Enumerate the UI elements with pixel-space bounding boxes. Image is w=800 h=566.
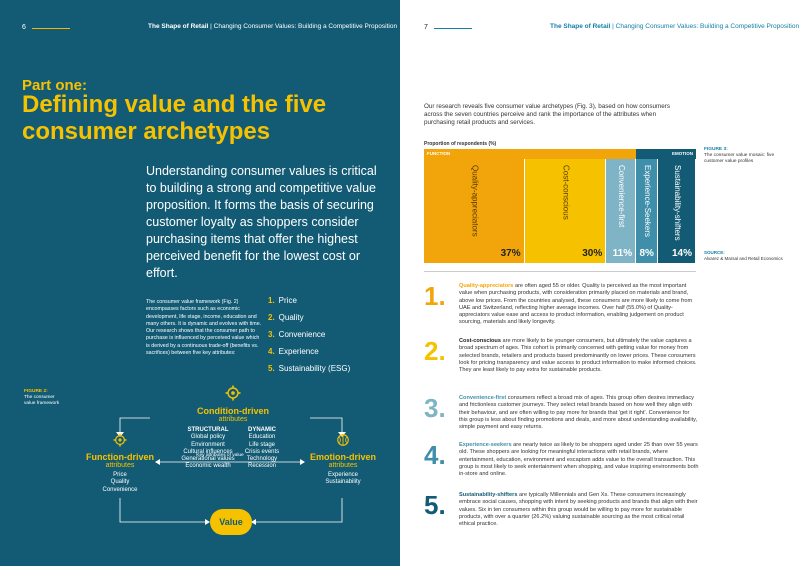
emotion-subtitle: attributes (328, 462, 358, 469)
archetype-number: 5. (424, 490, 446, 520)
chart-title: Proportion of respondents (%) (424, 141, 497, 147)
chart-bar-label: Quality-appreciators (470, 165, 480, 237)
list-item: Price (113, 472, 127, 478)
part-label: Part one: (22, 77, 88, 94)
list-item: Generational values (181, 456, 235, 463)
chart-bar-cost-conscious (525, 159, 607, 263)
divider (424, 271, 696, 272)
chart-bar-label: Sustainability-shifters (672, 165, 682, 241)
intro-paragraph: Our research reveals five consumer value archetypes (Fig. 3), based on how consumers across the seven countries perceive and rank the importance of the attributes when purchasing retail products and services. (424, 103, 671, 127)
header-rest: | Changing Consumer Values: Building a Competitive Proposition (208, 23, 398, 30)
dynamic-header: DYNAMIC (248, 427, 276, 433)
list-item: 2. Quality (268, 313, 304, 322)
chart-data-label: 14% (671, 248, 692, 259)
condition-subtitle: attributes (218, 416, 248, 423)
list-item: Education (248, 434, 276, 441)
running-header (550, 23, 799, 30)
header-rule (434, 28, 472, 29)
framework-paragraph: The consumer value framework (Fig. 2) encompasses factors such as economic development, life stage, income, education and many others. It is dynamic and evolves with time. Our research shows that the consumer path to purchase is influenced by perceived value which is derived by a continuous trade-off (benefits vs. sacrifices) between five key attributes: (146, 299, 262, 357)
chart-bar-convenience-first (606, 159, 636, 263)
source-note (704, 250, 796, 261)
archetype-name: Cost-conscious (459, 338, 501, 344)
header-bold: The Shape of Retail (550, 23, 611, 30)
chart-bar-quality-appreciators (424, 159, 525, 263)
chart-data-label: 37% (500, 248, 521, 259)
list-item: Economic wealth (185, 463, 231, 470)
archetype-description: are more likely to be younger consumers, but ultimately the value captures a broad spectrum of ages. This cohort is primarily concerned with getting value for money from selected brands, retailers and products based predominantly on lower prices. These consumers look for pricing transparency and value access to product information to make informed choices. They are least likely to pay extra for sustainable products. (459, 338, 697, 374)
figure-label: FIGURE 3: (704, 147, 728, 152)
chart-band-emotion: EMOTION (636, 149, 696, 159)
archetype-number: 3. (424, 393, 446, 423)
figure-caption (704, 147, 794, 164)
list-item: Experience (327, 472, 359, 478)
archetype-description: are often aged 55 or older. Quality is perceived as the most important value when purchasing products, with consideration primarily placed on materials and brand, above low prices. From the countries analysed, these consumers are more likely to come from UAE and Switzerland, reflecting higher average incomes. Over half (55.0%) of Quality-appreciators value ease and access to product information, enabling judgement on product sourcing, materials and likely longevity. (459, 283, 693, 326)
structural-column (180, 427, 236, 471)
list-item: Global policy (190, 434, 226, 441)
list-item: 4. Experience (268, 347, 319, 356)
archetype-name: Sustainability-shifters (459, 492, 518, 498)
archetype-name: Convenience-first (459, 395, 507, 401)
list-item: Cultural influences (183, 448, 233, 455)
archetype-number: 1. (424, 281, 446, 311)
chart-data-label: 8% (639, 248, 654, 259)
archetype-description: are typically Millennials and Gen Xs. These consumers increasingly embrace social causes, shopping with intent by seeking products and brands that align with their values. Six in ten consumers within this group would be willing to pay more for sustainable products, with over a quarter (26.2%) valuing sustainable sourcing as the most critical retail ethical practice. (459, 492, 698, 528)
list-item: 5. Sustainability (ESG) (268, 364, 351, 373)
archetype-description: consumers reflect a broad mix of ages. This group often desires immediacy and frictionless customer journeys. They select retail brands based on how well they align with their behaviour, and are often willing to pay more for brands that 'get it right'. Convenience for this group is less about finding promotions and deals, and more about understanding availability, simple payment and easy returns. (459, 395, 698, 431)
list-item: Quality (110, 479, 130, 486)
chart-bar-experience-seekers (636, 159, 658, 263)
emotion-title: Emotion-driven (309, 452, 376, 462)
list-item: Environment (191, 441, 225, 448)
consumer-value-mosaic-chart (424, 149, 696, 263)
archetype-name: Quality-appreciators (459, 283, 514, 289)
archetype-number: 2. (424, 336, 446, 366)
page-title: Defining value and the five consumer archetypes (22, 91, 327, 145)
header-bold: The Shape of Retail (148, 23, 209, 30)
emotion-driven-block (300, 433, 386, 487)
chart-data-label: 30% (582, 248, 603, 259)
value-badge: Value (210, 509, 252, 535)
condition-title: Condition-driven (197, 406, 269, 416)
list-item: Life stage (248, 441, 276, 448)
chart-bar-label: Convenience-first (617, 165, 627, 228)
condition-driven-block (188, 385, 278, 423)
chart-bar-label: Experience-Seekers (643, 165, 653, 238)
header-rest: | Changing Consumer Values: Building a Competitive Proposition (610, 23, 800, 30)
archetype-name: Experience-seekers (459, 442, 512, 448)
key-attributes-label: Key attributes of value (196, 453, 244, 458)
list-item: Crisis events (244, 448, 280, 455)
source-label: SOURCE: (704, 250, 725, 255)
intro-paragraph: Understanding consumer values is critical to building a strong and competitive value proposition. It forms the basis of securing customer loyalty as shoppers consider purchasing items that offer the highest perceived benefit for the lowest cost or effort. (146, 164, 377, 280)
structural-header: STRUCTURAL (187, 427, 229, 433)
right-page (400, 0, 800, 566)
function-title: Function-driven (86, 452, 154, 462)
chart-bar-sustainability-shifters (658, 159, 696, 263)
source-text: Alvarez & Marsal and Retail Economics (704, 255, 783, 261)
archetype-description: are nearly twice as likely to be shoppers aged under 25 than over 55 years old. These shoppers are looking for meaningful interactions with retail brands, where entertainment, education, environment and escapism adds value to the overall transaction. This group is most likely to seek entertainment when shopping, and value inspiring environments both in-store and online. (459, 442, 699, 478)
gear-icon (225, 385, 241, 401)
brain-icon (336, 433, 350, 447)
gear-icon (113, 433, 127, 447)
list-item: 3. Convenience (268, 330, 326, 339)
page-number: 6 (22, 24, 26, 31)
function-subtitle: attributes (105, 462, 135, 469)
archetype-number: 4. (424, 440, 446, 470)
chart-band-function: FUNCTION (424, 149, 636, 159)
page-number: 7 (424, 24, 428, 31)
list-item: Sustainability (325, 479, 361, 486)
list-item: Convenience (102, 486, 138, 493)
list-item: Recession (247, 463, 276, 470)
list-item: 1. Price (268, 296, 297, 305)
figure-caption-text: The consumer value mosaic: five customer value profiles (704, 152, 775, 164)
figure-label: FIGURE 2: (24, 389, 48, 394)
function-driven-block (78, 433, 162, 494)
dynamic-column (240, 427, 284, 471)
chart-data-label: 11% (612, 248, 633, 259)
chart-bar-label: Cost-conscious (561, 165, 571, 220)
list-item: Technology (246, 456, 278, 463)
figure-caption-text: The consumer value framework (24, 394, 60, 406)
